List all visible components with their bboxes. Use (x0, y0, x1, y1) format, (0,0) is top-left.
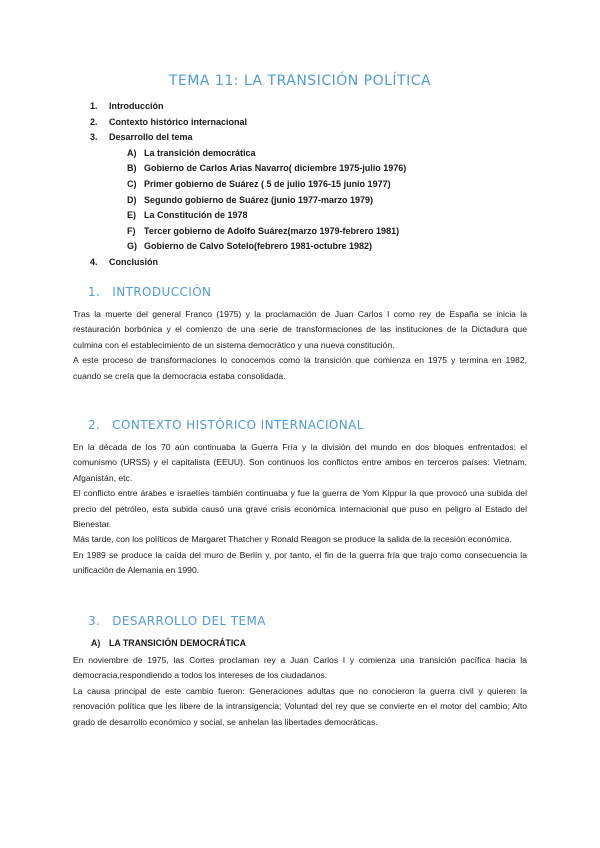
paragraph: Más tarde, con los políticos de Margaret Thatcher y Ronald Reagon se produce la salida de la recesión económica. (73, 534, 512, 545)
toc-subitem: E) La Constitución de 1978 (127, 210, 248, 221)
table-of-contents (90, 99, 406, 271)
toc-item: 4. Conclusión (90, 256, 158, 267)
section-body-desarrollo (73, 653, 527, 730)
paragraph: En la década de los 70 aún continuaba la Guerra Fría y la división del mundo en dos bloques enfrentados: el comunismo (URSS) y el capitalista (EEUU). Son continuos los conflictos entre ambos en terceros países: Vietnam, Afganistán, etc. (73, 442, 527, 483)
paragraph: En noviembre de 1975, las Cortes proclaman rey a Juan Carlos I y comienza una transición pacífica hacia la democracia,respondiendo a todos los intereses de los ciudadanos. (73, 655, 527, 681)
toc-item: 3. Desarrollo del tema A) La transición democrática B) Gobierno de Carlos Arias Navarro( diciembre 1975-julio 1976) C) Primer gobierno de Suárez ( 5 de julio 1976-15 junio 1977) D) Segundo gobierno de Suárez (junio 1977-marzo 1979) E) La Constitución de 1978 F) Tercer gobierno de Adolfo Suárez(marzo 1979-febrero 1981) G) Gobierno de Calvo Sotelo(febrero 1981-octubre 1982) (90, 130, 406, 255)
toc-subitem: F) Tercer gobierno de Adolfo Suárez(marzo 1979-febrero 1981) (127, 225, 400, 236)
toc-item: 1. Introducción (90, 101, 164, 111)
section-heading-desarrollo: 3. DESARROLLO DEL TEMA (88, 614, 266, 628)
toc-subitem: A) La transición democrática (127, 147, 256, 158)
toc-sublist (109, 146, 406, 255)
section-heading-contexto: 2. CONTEXTO HISTÓRICO INTERNACIONAL (88, 418, 364, 432)
paragraph: En 1989 se produce la caída del muro de Berlín y, por tanto, el fin de la guerra fría que trajo como consecuencia la unificación de Alemania en 1990. (73, 549, 527, 576)
section-heading-introduccion: 1. INTRODUCCIÓN (88, 285, 212, 299)
toc-subitem: B) Gobierno de Carlos Arias Navarro( diciembre 1975-julio 1976) (127, 163, 407, 174)
toc-item: 2. Contexto histórico internacional (90, 116, 248, 127)
toc-subitem: D) Segundo gobierno de Suárez (junio 1977-marzo 1979) (127, 194, 374, 205)
subsection-heading-transicion: A) LA TRANSICIÓN DEMOCRÁTICA (91, 638, 246, 648)
page-title: TEMA 11: LA TRANSICIÓN POLÍTICA (168, 73, 432, 89)
paragraph: La causa principal de este cambio fueron: Generaciones adultas que no conocieron la guerra civil y quieren la renovación política que les libere de la intransigencia; Voluntad del rey que se convierte en el motor del cambio; Alto grado de desarrollo económico y social, se anhelan las libertades democráticas. (73, 685, 527, 727)
section-body-introduccion (73, 307, 527, 384)
paragraph: El conflicto entre árabes e israelíes también continuaba y fue la guerra de Yom Kippur la que provocó una subida del precio del petróleo, esta subida causó una grave crisis económica internacional que puso en peligro al Estado del Bienestar. (73, 488, 527, 530)
toc-subitem: C) Primer gobierno de Suárez ( 5 de julio 1976-15 junio 1977) (127, 178, 391, 189)
toc-subitem: G) Gobierno de Calvo Sotelo(febrero 1981-octubre 1982) (127, 241, 373, 252)
section-body-contexto (73, 440, 527, 579)
paragraph: Tras la muerte del general Franco (1975) y la proclamación de Juan Carlos I como rey de España se inicia la restauración borbónica y el comienzo de una serie de transformaciones de las instituciones de la Dictadura que culmina con el establecimiento de un sistema democrático y una nueva constitución. (73, 309, 527, 350)
paragraph: A este proceso de transformaciones lo conocemos como la transición que comienza en 1975 y termina en 1982, cuando se creía que la democracia estaba consolidada. (73, 355, 527, 381)
